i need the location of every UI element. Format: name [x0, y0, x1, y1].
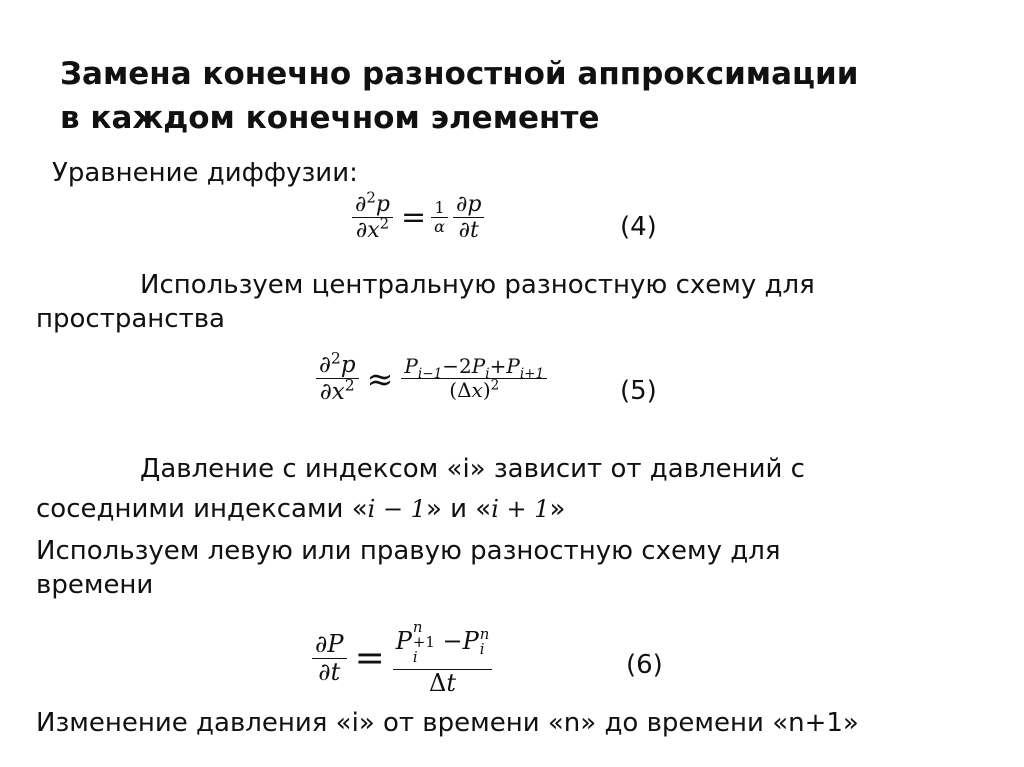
eq4-label: (4) — [620, 212, 657, 242]
dependency-line-1: Давление с индексом «i» зависит от давлений с — [140, 454, 805, 484]
eq4-lhs-fraction: $\frac{\partial^2p}{\partial x^2}$ — [352, 192, 393, 244]
diffusion-label: Уравнение диффузии: — [52, 158, 358, 188]
central-scheme-line-2: пространства — [36, 304, 225, 334]
eq6-lhs-fraction: $\frac{\partial P}{\partial t}$ — [312, 631, 347, 687]
inline-math-i-plus-1: i + 1 — [491, 495, 550, 523]
inline-math-i-minus-1: i − 1 — [367, 495, 426, 523]
equation-4: $\frac{\partial^2p}{\partial x^2}$ = $\frac{1}{\alpha}$ $\frac{\partial p}{\partial t}$ — [348, 192, 488, 244]
change-note: Изменение давления «i» от времени «n» до времени «n+1» — [36, 708, 859, 738]
eq4-rhs-fraction: $\frac{\partial p}{\partial t}$ — [453, 192, 484, 244]
time-scheme-line-1: Используем левую или правую разностную схему для — [36, 536, 781, 566]
dependency-line-2 — [36, 492, 565, 526]
time-scheme-line-2: времени — [36, 570, 154, 600]
eq5-rhs-fraction: $\frac{P_{i-1}-2P_i+P_{i+1}}{(\Delta x)^2}$ — [401, 355, 547, 402]
eq5-lhs-fraction: $\frac{\partial^2p}{\partial x^2}$ — [316, 352, 359, 406]
equation-5: $\frac{\partial^2p}{\partial x^2}$ ≈ $\frac{P_{i-1}-2P_i+P_{i+1}}{(\Delta x)^2}$ — [312, 352, 551, 406]
title-line-2: в каждом конечном элементе — [60, 100, 600, 136]
eq4-coef-fraction: $\frac{1}{\alpha}$ — [431, 199, 448, 237]
eq6-label: (6) — [626, 650, 663, 680]
equation-6: $\frac{\partial P}{\partial t}$ = P n +1 i −P n i Δt — [308, 620, 496, 697]
central-scheme-line-1: Используем центральную разностную схему для — [140, 270, 815, 300]
eq6-rhs-fraction: P n +1 i −P n i Δt — [393, 620, 493, 697]
dependency-text-b: » и « — [425, 494, 492, 524]
slide-title — [60, 52, 858, 140]
eq5-label: (5) — [620, 376, 657, 406]
title-line-1: Замена конечно разностной аппроксимации — [60, 56, 859, 92]
dependency-text-a: соседними индексами « — [36, 494, 368, 524]
dependency-text-c: » — [549, 494, 566, 524]
